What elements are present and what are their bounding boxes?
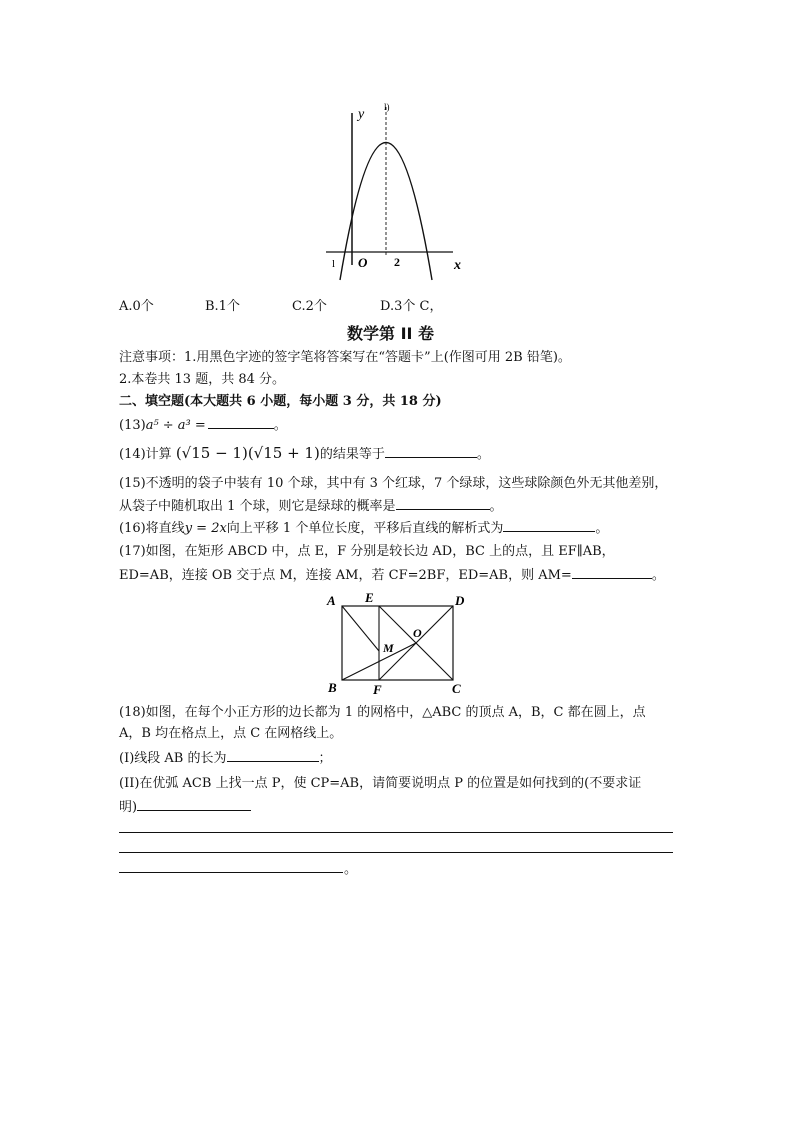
- question-17-line-2: [119, 564, 665, 586]
- origin-label: O: [358, 255, 368, 270]
- vertex-mark: l): [384, 102, 390, 112]
- answer-line-2[interactable]: [119, 852, 673, 853]
- parabola-figure: [318, 95, 478, 295]
- q16-expression: y = 2x: [184, 521, 227, 536]
- q13-number: (13): [119, 418, 146, 433]
- choice-b: B.1个: [205, 299, 240, 314]
- q16-end: 。: [595, 521, 609, 536]
- q18-part-2-line-1: (II)在优弧 ACB 上找一点 P，使 CP=AB，请简要说明点 P 的位置是如何找到的(不要求证: [119, 776, 642, 791]
- notes-line-2: 2.本卷共 13 题，共 84 分。: [119, 372, 286, 387]
- q18-part-2-line-2: 明): [119, 800, 138, 815]
- q18-part-1-text: (I)线段 AB 的长为: [119, 751, 227, 766]
- point-a-label: A: [327, 593, 336, 608]
- question-15-line-2: [119, 495, 503, 517]
- answer-line-3[interactable]: [119, 872, 343, 873]
- section-title: 数学第 II 卷: [347, 324, 435, 343]
- tick-2-label: 2: [394, 255, 400, 269]
- q14-tail: 的结果等于: [319, 447, 385, 462]
- q18-line-1: (18)如图，在每个小正方形的边长都为 1 的网格中，△ABC 的顶点 A，B，C 都在圆上，点: [119, 705, 646, 720]
- q16-tail: 向上平移 1 个单位长度，平移后直线的解析式为: [226, 521, 504, 536]
- q17-line-2: ED=AB，连接 OB 交于点 M，连接 AM，若 CF=2BF，ED=AB，则 AM=: [119, 568, 572, 583]
- x-axis-label: x: [454, 258, 461, 273]
- question-14: [119, 443, 490, 465]
- q15-end: 。: [489, 499, 503, 514]
- point-b-label: B: [328, 680, 337, 695]
- q18-line-2: A，B 均在格点上，点 C 在网格线上。: [119, 726, 343, 741]
- q14-end: 。: [476, 447, 490, 462]
- q18-part-1: [119, 747, 332, 769]
- q15-line-1: (15)不透明的袋子中装有 10 个球，其中有 3 个红球，7 个绿球，这些球除颜色外无其他差别，: [119, 476, 668, 491]
- q13-answer-blank[interactable]: [208, 414, 274, 429]
- rectangle-abcd: [342, 606, 453, 680]
- q16-answer-blank[interactable]: [503, 517, 595, 532]
- point-o-label: O: [413, 626, 422, 640]
- q15-line-2: 从袋子中随机取出 1 个球，则它是绿球的概率是: [119, 499, 396, 514]
- point-d-label: D: [455, 593, 465, 608]
- segment-am: [342, 606, 379, 651]
- point-c-label: C: [452, 681, 461, 696]
- left-mark: l: [332, 258, 336, 270]
- q13-end: 。: [273, 418, 287, 433]
- choice-c: C.2个: [292, 299, 327, 314]
- q15-answer-blank[interactable]: [396, 495, 490, 510]
- notes-line-1: 注意事项：1.用黑色字迹的签字笔将答案写在“答题卡”上(作图可用 2B 铅笔)。: [119, 350, 571, 365]
- point-e-label: E: [365, 590, 374, 605]
- q18-part-2-blank[interactable]: [137, 796, 251, 811]
- answer-line-1[interactable]: [119, 832, 673, 833]
- point-f-label: F: [373, 682, 382, 697]
- q18-part-1-end: ；: [318, 751, 332, 766]
- question-16: [119, 517, 608, 539]
- q17-end: 。: [651, 568, 665, 583]
- y-axis-label: y: [358, 107, 365, 122]
- choice-d: D.3个 C，: [380, 299, 443, 314]
- question-13: [119, 414, 287, 436]
- choice-a: A.0个: [119, 299, 154, 314]
- answer-end: 。: [344, 862, 358, 877]
- q14-prefix: (14)计算: [119, 447, 172, 462]
- q13-expression: a⁵ ÷ a³ =: [145, 418, 206, 433]
- part2-heading: 二、填空题(本大题共 6 小题，每小题 3 分，共 18 分): [119, 394, 442, 409]
- q17-line-1: (17)如图，在矩形 ABCD 中，点 E，F 分别是较长边 AD，BC 上的点，且 EF∥AB，: [119, 544, 615, 559]
- q14-answer-blank[interactable]: [385, 443, 477, 458]
- point-m-label: M: [383, 641, 394, 655]
- rectangle-figure: [322, 588, 472, 698]
- q18-part-1-blank[interactable]: [227, 747, 319, 762]
- q17-answer-blank[interactable]: [572, 564, 652, 579]
- q18-part-2-line-2-wrap: [119, 796, 251, 818]
- q14-expression: (√15 − 1)(√15 + 1): [175, 444, 320, 462]
- q16-prefix: (16)将直线: [119, 521, 185, 536]
